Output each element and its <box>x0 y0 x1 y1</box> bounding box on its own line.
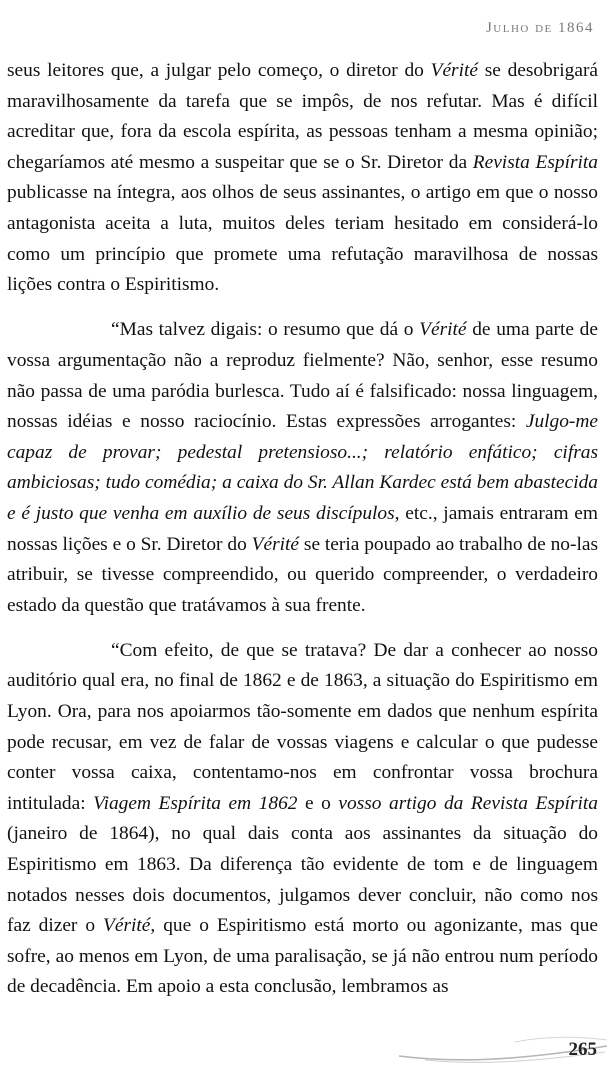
text-run: etc., jamais entraram em nossas lições e o Sr. Diretor do <box>7 502 598 555</box>
paragraph-2 <box>7 315 598 621</box>
text-run: se desobrigará maravilhosamente da tarefa que se impôs, de nos refutar. Mas é difícil acreditar que, fora da escola espírita, as pessoas tenham a mesma opinião; chegaríamos até mesmo a suspeitar que se o Sr. Diretor da <box>7 60 599 173</box>
text-run: publicasse na íntegra, aos olhos de seus assinantes, o artigo em que o nosso antagonista aceita a luta, muitos deles teriam hesitado em considerá-lo como um princípio que promete uma refutação maravilhosa de nossas lições contra o Espiritismo. <box>7 182 598 296</box>
text-run: “Mas talvez digais: o resumo que dá o <box>111 319 420 341</box>
italic-run: Vérité <box>103 915 151 937</box>
italic-run: Julgo-me capaz de provar; pedestal pretensioso...; relatório enfático; cifras ambiciosas; tudo comédia; a caixa do Sr. Allan Kardec está bem abastecida e é justo que venha em auxílio de seus discípulos, <box>7 411 598 524</box>
text-run: (janeiro de 1864), no qual dais conta aos assinantes da situação do Espiritismo em 1863. Da diferença tão evidente de tom e de linguagem notados nesses dois documentos, julgamos dever concluir, não como nos faz dizer o <box>7 823 598 937</box>
page-number: 265 <box>568 1039 597 1060</box>
text-run: , que o Espiritismo está morto ou agonizante, mas que sofre, ao menos em Lyon, de uma paralisação, se já não entrou num período de decadência. Em apoio a esta conclusão, lembramos as <box>7 915 598 998</box>
paragraph-1 <box>7 56 598 301</box>
italic-run: Vérité <box>430 60 478 81</box>
paragraph-3 <box>7 636 598 1003</box>
italic-run: Revista Espírita <box>472 151 598 173</box>
italic-run: vosso artigo da Revista Espírita <box>338 792 598 814</box>
text-run: de uma parte de vossa argumentação não a reproduz fielmente? Não, senhor, esse resumo não passa de uma paródia burlesca. Tudo aí é falsificado: nossa linguagem, nossas idéias e nosso raciocínio. Estas expressões arrogantes: <box>7 319 598 433</box>
italic-run: Viagem Espírita em 1862 <box>93 792 298 814</box>
body-text <box>7 56 598 1003</box>
text-run: “Com efeito, de que se tratava? De dar a conhecer ao nosso auditório qual era, no final de 1862 e de 1863, a situação do Espiritismo em Lyon. Ora, para nos apoiarmos tão-somente em dados que nenhum espírita pode recusar, em vez de falar de vossas viagens e calcular o que pudesse conter vossa caixa, contentamo-nos em confrontar vossa brochura intitulada: <box>7 639 598 814</box>
text-run: seus leitores que, a julgar pelo começo, o diretor do <box>7 60 431 81</box>
text-run: se teria poupado ao trabalho de no-las atribuir, se tivesse compreendido, ou querido compreender, o verdadeiro estado da questão que tratávamos à sua frente. <box>7 533 598 616</box>
italic-run: Vérité <box>419 319 467 341</box>
text-run: e o <box>297 792 339 814</box>
running-head: Julho de 1864 <box>485 20 594 36</box>
italic-run: Vérité <box>251 533 300 555</box>
